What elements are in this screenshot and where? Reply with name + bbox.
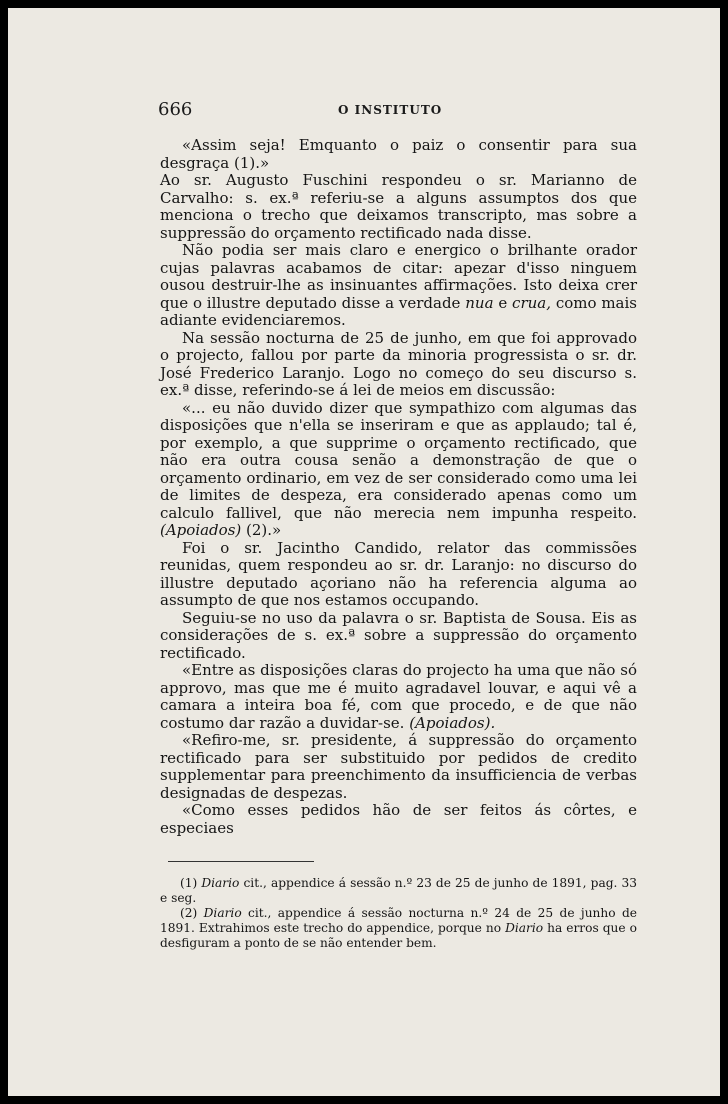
- paragraph-quote-laranjo: «... eu não duvido dizer que sympathizo com algumas das disposições que n'ella se inseriram e que as applaudo; tal é, por exemplo, a que supprime o orçamento rectificado, que não era outra cousa senão a demonstração de que o orçamento ordinario, em vez de ser considerado como uma lei de limites de despeza, era considerado apenas como um calculo fallivel, que não merecia nem impunha respeito. (Apoiados) (2).»: [160, 398, 637, 539]
- footnote-1: (1) Diario cit., appendice á sessão n.º 23 de 25 de junho de 1891, pag. 33 e seg.: [160, 876, 637, 905]
- footnote-2: (2) Diario cit., appendice á sessão nocturna n.º 24 de 25 de junho de 1891. Extrahimos este trecho do appendice, porque no Diario ha erros que o desfiguram a ponto de se não entender bem.: [160, 906, 637, 950]
- page-header: [158, 99, 642, 121]
- paragraph-quote-refiro: «Refiro-me, sr. presidente, á suppressão do orçamento rectificado para ser substituido por pedidos de credito supplementar para preenchimento da insufficiencia de verbas designadas de despezas.: [160, 731, 637, 802]
- paragraph-jacintho-candido: Foi o sr. Jacintho Candido, relator das commissões reunidas, quem respondeu ao sr. dr. Laranjo: no discurso do illustre deputado açoriano não ha referencia alguma ao assumpto de que nos estamos occupando.: [160, 538, 637, 609]
- footnote-divider: [168, 861, 314, 862]
- body-text: [160, 137, 637, 837]
- running-title: O INSTITUTO: [338, 103, 443, 117]
- paragraph-fuschini: Ao sr. Augusto Fuschini respondeu o sr. Marianno de Carvalho: s. ex.ª referiu-se a alguns assumptos dos que menciona o trecho que deixamos transcripto, mas sobre a suppressão do orçamento rectificado nada disse.: [160, 171, 637, 242]
- paragraph-sessao-nocturna: Na sessão nocturna de 25 de junho, em que foi approvado o projecto, fallou por parte da minoria progressista o sr. dr. José Frederico Laranjo. Logo no começo do seu discurso s. ex.ª disse, referindo-se á lei de meios em discussão:: [160, 328, 637, 399]
- paragraph-quote-entre: «Entre as disposições claras do projecto ha uma que não só approvo, mas que me é muito agradavel louvar, e aqui vê a camara a inteira boa fé, com que procedo, e de que não costumo dar razão a duvidar-se. (Apoiados).: [160, 661, 637, 732]
- page-number: 666: [158, 99, 193, 120]
- book-page: [8, 8, 720, 1096]
- paragraph-quote-como: «Como esses pedidos hão de ser feitos ás côrtes, e especiaes: [160, 801, 637, 837]
- footnotes: [160, 876, 637, 951]
- paragraph-baptista-sousa: Seguiu-se no uso da palavra o sr. Baptista de Sousa. Eis as considerações de s. ex.ª sobre a suppressão do orçamento rectificado.: [160, 608, 637, 662]
- paragraph-quote-assim: «Assim seja! Emquanto o paiz o consentir para sua desgraça (1).»: [160, 136, 637, 172]
- paragraph-nao-podia: Não podia ser mais claro e energico o brilhante orador cujas palavras acabamos de citar: apezar d'isso ninguem ousou destruir-lhe as insinuantes affirmações. Isto deixa crer que o illustre deputado disse a verdade nua e crua, como mais adiante evidenciaremos.: [160, 241, 637, 329]
